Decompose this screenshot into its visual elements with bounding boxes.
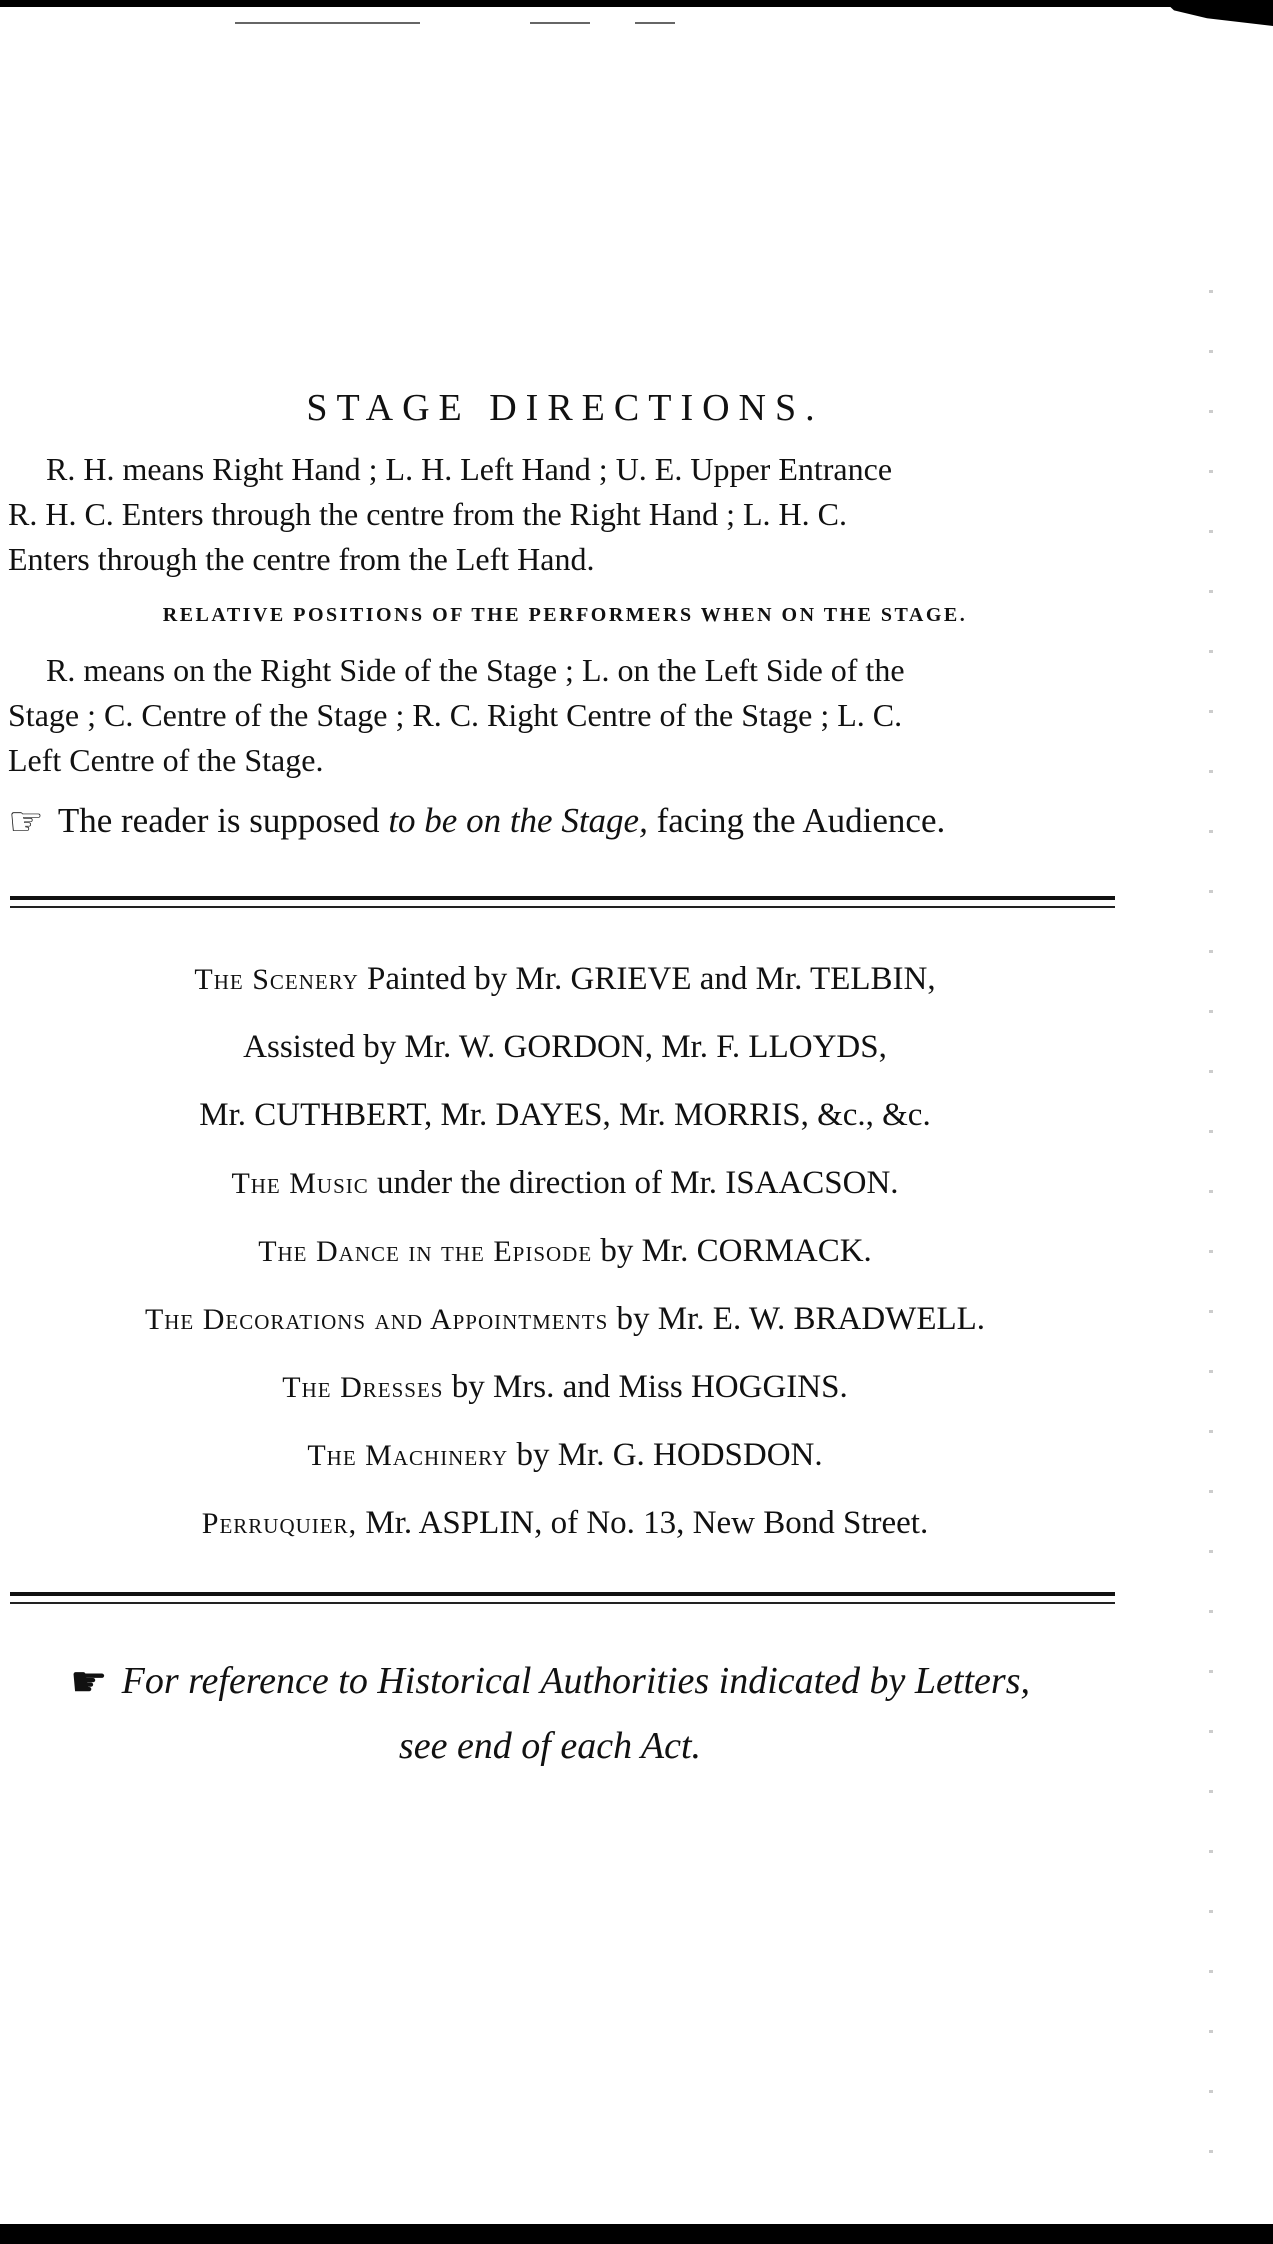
top-dash-mark [530,22,590,24]
double-rule-divider [10,896,1115,908]
credit-lead: The Decorations and Appointments [144,1303,609,1336]
credit-lead: The Machinery [307,1439,509,1472]
pointing-hand-icon: ☛ [69,1660,108,1706]
reference-text: For reference to Historical Authorities indicated by Letters, [121,1660,1030,1702]
page-title: STAGE DIRECTIONS. [306,387,824,429]
intro-line: R. H. C. Enters through the centre from the Right Hand ; L. H. C. [8,496,847,532]
credit-line [0,945,1130,1013]
credit-text: under the direction of Mr. ISAACSON. [368,1165,899,1201]
credit-lead: The Music [231,1167,369,1200]
reference-note-line: see end of each Act. [398,1725,702,1767]
page-corner-shadow [1163,0,1273,26]
credit-line [0,1489,1130,1557]
stage-directions-intro [8,447,1112,582]
page-edge-bottom [0,2224,1273,2244]
credit-text: Mr. ASPLIN, of No. 13, New Bond Street. [357,1505,929,1541]
reader-note-italic: to be on the Stage, [388,801,648,840]
positions-heading: RELATIVE POSITIONS OF THE PERFORMERS WHEN ON THE STAGE. [162,604,968,626]
production-credits [0,945,1130,1557]
credit-text: by Mr. CORMACK. [592,1233,872,1269]
intro-line: Enters through the centre from the Left Hand. [8,541,595,577]
credit-line [0,1013,1130,1081]
top-dash-mark [635,22,675,24]
credit-lead: Perruquier, [201,1507,358,1540]
credit-line [0,1421,1130,1489]
credit-lead: The Dance in the Episode [258,1235,593,1268]
intro-line: R. H. means Right Hand ; L. H. Left Hand ; U. E. Upper Entrance [46,451,893,487]
credit-text: by Mrs. and Miss HOGGINS. [443,1369,848,1405]
margin-specks [1209,290,1213,2190]
pointing-hand-icon: ☞ [8,799,44,844]
reference-note [0,1650,1100,1778]
reader-note [8,798,1118,845]
credit-text: Assisted by Mr. W. GORDON, Mr. F. LLOYDS, [243,1029,887,1065]
reader-note-text-end: facing the Audience. [647,801,946,840]
credit-lead: The Scenery [194,963,359,996]
credit-text: by Mr. E. W. BRADWELL. [608,1301,986,1337]
credit-line [0,1353,1130,1421]
credit-line [0,1149,1130,1217]
credit-text: by Mr. G. HODSDON. [508,1437,823,1473]
reference-note-line [0,1650,1100,1715]
top-dash-mark [235,22,420,24]
credit-text: Mr. CUTHBERT, Mr. DAYES, Mr. MORRIS, &c., &c. [199,1097,931,1133]
credit-line [0,1285,1130,1353]
credit-lead: The Dresses [282,1371,444,1404]
positions-line: R. means on the Right Side of the Stage ; L. on the Left Side of the [46,652,905,688]
positions-line: Stage ; C. Centre of the Stage ; R. C. Right Centre of the Stage ; L. C. [8,697,903,733]
credit-line [0,1081,1130,1149]
page-edge-top [0,0,1273,7]
positions-paragraph [8,648,1112,783]
reader-note-text: The reader is supposed [57,801,389,840]
credit-line [0,1217,1130,1285]
positions-line: Left Centre of the Stage. [8,742,324,778]
double-rule-divider [10,1592,1115,1604]
credit-text: Painted by Mr. GRIEVE and Mr. TELBIN, [358,961,936,997]
